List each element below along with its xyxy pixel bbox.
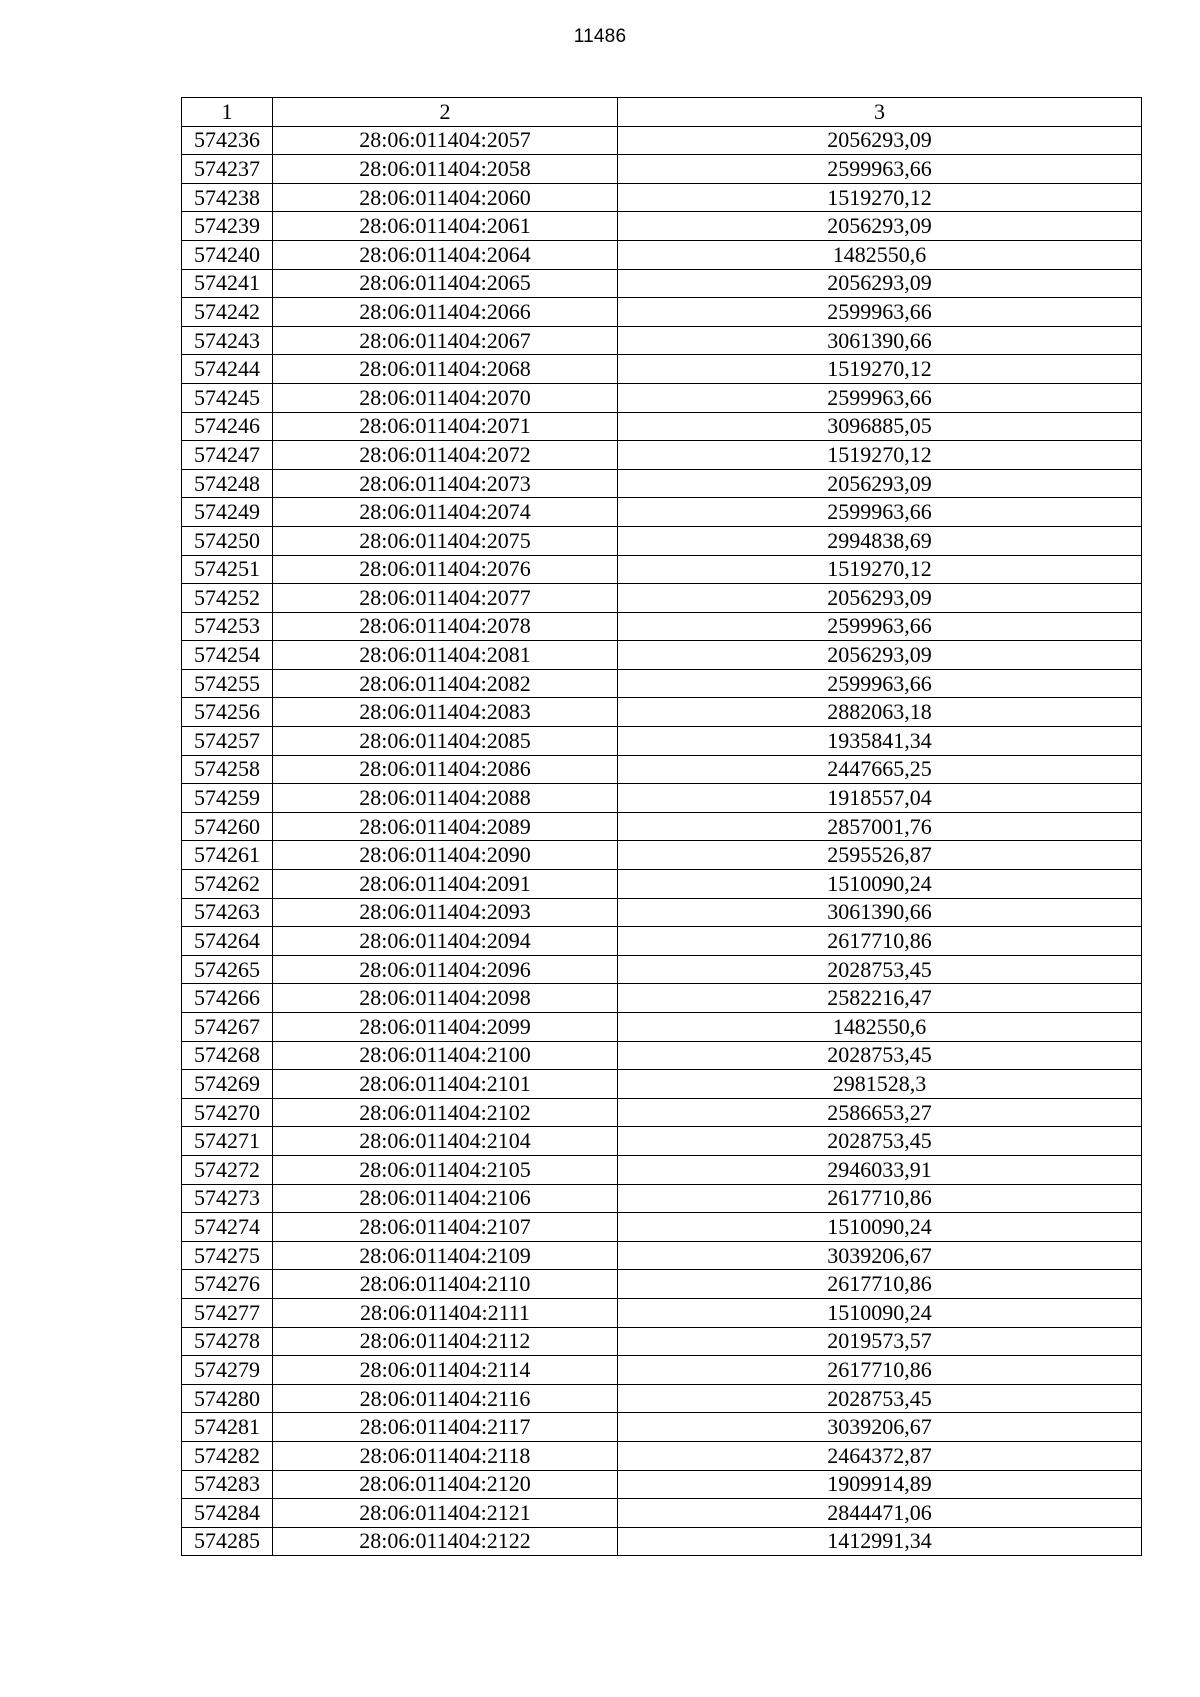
table-row <box>182 1441 1142 1470</box>
value-cell: 2981528,3 <box>618 1070 1142 1099</box>
table-row <box>182 555 1142 584</box>
table-row <box>182 469 1142 498</box>
table-row <box>182 298 1142 327</box>
cadastral-number-cell: 28:06:011404:2078 <box>273 612 618 641</box>
value-cell: 2582216,47 <box>618 984 1142 1013</box>
row-number-cell: 574237 <box>182 155 273 184</box>
table-row <box>182 1070 1142 1099</box>
cadastral-number-cell: 28:06:011404:2105 <box>273 1155 618 1184</box>
table-row <box>182 1155 1142 1184</box>
value-cell: 1412991,34 <box>618 1527 1142 1556</box>
row-number-cell: 574249 <box>182 498 273 527</box>
row-number-cell: 574242 <box>182 298 273 327</box>
cadastral-number-cell: 28:06:011404:2067 <box>273 326 618 355</box>
row-number-cell: 574285 <box>182 1527 273 1556</box>
row-number-cell: 574248 <box>182 469 273 498</box>
value-cell: 1510090,24 <box>618 1298 1142 1327</box>
value-cell: 1519270,12 <box>618 441 1142 470</box>
value-cell: 2617710,86 <box>618 1356 1142 1385</box>
table-row <box>182 1470 1142 1499</box>
table-row <box>182 240 1142 269</box>
value-cell: 3039206,67 <box>618 1413 1142 1442</box>
table-row <box>182 1356 1142 1385</box>
cadastral-number-cell: 28:06:011404:2120 <box>273 1470 618 1499</box>
value-cell: 2599963,66 <box>618 383 1142 412</box>
column-header-1: 1 <box>182 98 273 127</box>
value-cell: 2464372,87 <box>618 1441 1142 1470</box>
value-cell: 2056293,09 <box>618 641 1142 670</box>
column-header-2: 2 <box>273 98 618 127</box>
row-number-cell: 574258 <box>182 755 273 784</box>
cadastral-number-cell: 28:06:011404:2114 <box>273 1356 618 1385</box>
row-number-cell: 574259 <box>182 784 273 813</box>
cadastral-number-cell: 28:06:011404:2076 <box>273 555 618 584</box>
cadastral-number-cell: 28:06:011404:2109 <box>273 1241 618 1270</box>
table-row <box>182 383 1142 412</box>
row-number-cell: 574269 <box>182 1070 273 1099</box>
table-row <box>182 1327 1142 1356</box>
table-row <box>182 1384 1142 1413</box>
page-number: 11486 <box>573 26 627 47</box>
row-number-cell: 574271 <box>182 1127 273 1156</box>
row-number-cell: 574257 <box>182 727 273 756</box>
row-number-cell: 574264 <box>182 927 273 956</box>
value-cell: 2599963,66 <box>618 669 1142 698</box>
table-row <box>182 812 1142 841</box>
value-cell: 1519270,12 <box>618 183 1142 212</box>
table-row <box>182 1298 1142 1327</box>
table-header-row <box>182 98 1142 127</box>
value-cell: 2056293,09 <box>618 126 1142 155</box>
cadastral-number-cell: 28:06:011404:2100 <box>273 1041 618 1070</box>
table-row <box>182 727 1142 756</box>
value-cell: 2056293,09 <box>618 269 1142 298</box>
column-header-3: 3 <box>618 98 1142 127</box>
row-number-cell: 574238 <box>182 183 273 212</box>
cadastral-number-cell: 28:06:011404:2107 <box>273 1213 618 1242</box>
value-cell: 1918557,04 <box>618 784 1142 813</box>
table-row <box>182 612 1142 641</box>
cadastral-number-cell: 28:06:011404:2083 <box>273 698 618 727</box>
row-number-cell: 574266 <box>182 984 273 1013</box>
data-table <box>181 97 1142 1556</box>
value-cell: 2617710,86 <box>618 927 1142 956</box>
value-cell: 1482550,6 <box>618 1013 1142 1042</box>
row-number-cell: 574265 <box>182 955 273 984</box>
cadastral-number-cell: 28:06:011404:2072 <box>273 441 618 470</box>
cadastral-number-cell: 28:06:011404:2081 <box>273 641 618 670</box>
value-cell: 1510090,24 <box>618 870 1142 899</box>
row-number-cell: 574274 <box>182 1213 273 1242</box>
row-number-cell: 574283 <box>182 1470 273 1499</box>
table-row <box>182 1527 1142 1556</box>
value-cell: 2028753,45 <box>618 1384 1142 1413</box>
value-cell: 1482550,6 <box>618 240 1142 269</box>
table-row <box>182 126 1142 155</box>
cadastral-number-cell: 28:06:011404:2093 <box>273 898 618 927</box>
row-number-cell: 574251 <box>182 555 273 584</box>
value-cell: 1510090,24 <box>618 1213 1142 1242</box>
table-row <box>182 1241 1142 1270</box>
cadastral-number-cell: 28:06:011404:2058 <box>273 155 618 184</box>
row-number-cell: 574262 <box>182 870 273 899</box>
table-body <box>182 126 1142 1556</box>
table-row <box>182 1041 1142 1070</box>
value-cell: 2586653,27 <box>618 1098 1142 1127</box>
table-row <box>182 669 1142 698</box>
table-row <box>182 441 1142 470</box>
row-number-cell: 574245 <box>182 383 273 412</box>
value-cell: 2946033,91 <box>618 1155 1142 1184</box>
value-cell: 2617710,86 <box>618 1184 1142 1213</box>
row-number-cell: 574281 <box>182 1413 273 1442</box>
cadastral-number-cell: 28:06:011404:2111 <box>273 1298 618 1327</box>
row-number-cell: 574241 <box>182 269 273 298</box>
cadastral-number-cell: 28:06:011404:2104 <box>273 1127 618 1156</box>
value-cell: 3039206,67 <box>618 1241 1142 1270</box>
row-number-cell: 574273 <box>182 1184 273 1213</box>
table-row <box>182 526 1142 555</box>
row-number-cell: 574252 <box>182 584 273 613</box>
row-number-cell: 574236 <box>182 126 273 155</box>
value-cell: 2056293,09 <box>618 469 1142 498</box>
value-cell: 2617710,86 <box>618 1270 1142 1299</box>
value-cell: 3061390,66 <box>618 326 1142 355</box>
cadastral-number-cell: 28:06:011404:2065 <box>273 269 618 298</box>
row-number-cell: 574260 <box>182 812 273 841</box>
cadastral-number-cell: 28:06:011404:2094 <box>273 927 618 956</box>
value-cell: 1519270,12 <box>618 355 1142 384</box>
table-row <box>182 1098 1142 1127</box>
value-cell: 2599963,66 <box>618 298 1142 327</box>
table-row <box>182 1013 1142 1042</box>
value-cell: 1909914,89 <box>618 1470 1142 1499</box>
table-row <box>182 183 1142 212</box>
table-row <box>182 498 1142 527</box>
row-number-cell: 574267 <box>182 1013 273 1042</box>
cadastral-number-cell: 28:06:011404:2061 <box>273 212 618 241</box>
cadastral-number-cell: 28:06:011404:2075 <box>273 526 618 555</box>
row-number-cell: 574279 <box>182 1356 273 1385</box>
table-row <box>182 1270 1142 1299</box>
value-cell: 2019573,57 <box>618 1327 1142 1356</box>
row-number-cell: 574250 <box>182 526 273 555</box>
row-number-cell: 574268 <box>182 1041 273 1070</box>
value-cell: 2056293,09 <box>618 584 1142 613</box>
cadastral-number-cell: 28:06:011404:2066 <box>273 298 618 327</box>
cadastral-number-cell: 28:06:011404:2106 <box>273 1184 618 1213</box>
row-number-cell: 574243 <box>182 326 273 355</box>
row-number-cell: 574277 <box>182 1298 273 1327</box>
value-cell: 2056293,09 <box>618 212 1142 241</box>
row-number-cell: 574254 <box>182 641 273 670</box>
cadastral-number-cell: 28:06:011404:2101 <box>273 1070 618 1099</box>
value-cell: 2028753,45 <box>618 955 1142 984</box>
table-row <box>182 326 1142 355</box>
table-row <box>182 1184 1142 1213</box>
table-row <box>182 269 1142 298</box>
row-number-cell: 574270 <box>182 1098 273 1127</box>
value-cell: 2994838,69 <box>618 526 1142 555</box>
cadastral-number-cell: 28:06:011404:2122 <box>273 1527 618 1556</box>
cadastral-number-cell: 28:06:011404:2071 <box>273 412 618 441</box>
table-row <box>182 212 1142 241</box>
table-row <box>182 1499 1142 1528</box>
value-cell: 2595526,87 <box>618 841 1142 870</box>
table-row <box>182 412 1142 441</box>
value-cell: 1519270,12 <box>618 555 1142 584</box>
cadastral-number-cell: 28:06:011404:2099 <box>273 1013 618 1042</box>
table-row <box>182 784 1142 813</box>
cadastral-number-cell: 28:06:011404:2088 <box>273 784 618 813</box>
value-cell: 3096885,05 <box>618 412 1142 441</box>
table-row <box>182 584 1142 613</box>
table-row <box>182 898 1142 927</box>
cadastral-number-cell: 28:06:011404:2089 <box>273 812 618 841</box>
value-cell: 2599963,66 <box>618 498 1142 527</box>
row-number-cell: 574256 <box>182 698 273 727</box>
value-cell: 2599963,66 <box>618 155 1142 184</box>
row-number-cell: 574253 <box>182 612 273 641</box>
row-number-cell: 574263 <box>182 898 273 927</box>
row-number-cell: 574275 <box>182 1241 273 1270</box>
row-number-cell: 574240 <box>182 240 273 269</box>
cadastral-number-cell: 28:06:011404:2082 <box>273 669 618 698</box>
row-number-cell: 574272 <box>182 1155 273 1184</box>
cadastral-number-cell: 28:06:011404:2060 <box>273 183 618 212</box>
cadastral-number-cell: 28:06:011404:2086 <box>273 755 618 784</box>
cadastral-number-cell: 28:06:011404:2057 <box>273 126 618 155</box>
table-row <box>182 1127 1142 1156</box>
table-row <box>182 1213 1142 1242</box>
cadastral-number-cell: 28:06:011404:2116 <box>273 1384 618 1413</box>
table-row <box>182 841 1142 870</box>
table-row <box>182 955 1142 984</box>
cadastral-number-cell: 28:06:011404:2096 <box>273 955 618 984</box>
cadastral-number-cell: 28:06:011404:2118 <box>273 1441 618 1470</box>
cadastral-number-cell: 28:06:011404:2090 <box>273 841 618 870</box>
table-row <box>182 155 1142 184</box>
value-cell: 2882063,18 <box>618 698 1142 727</box>
row-number-cell: 574278 <box>182 1327 273 1356</box>
row-number-cell: 574255 <box>182 669 273 698</box>
row-number-cell: 574280 <box>182 1384 273 1413</box>
row-number-cell: 574244 <box>182 355 273 384</box>
cadastral-number-cell: 28:06:011404:2112 <box>273 1327 618 1356</box>
value-cell: 2599963,66 <box>618 612 1142 641</box>
row-number-cell: 574284 <box>182 1499 273 1528</box>
cadastral-number-cell: 28:06:011404:2077 <box>273 584 618 613</box>
row-number-cell: 574276 <box>182 1270 273 1299</box>
value-cell: 1935841,34 <box>618 727 1142 756</box>
table-row <box>182 927 1142 956</box>
table-row <box>182 1413 1142 1442</box>
value-cell: 2028753,45 <box>618 1041 1142 1070</box>
cadastral-number-cell: 28:06:011404:2102 <box>273 1098 618 1127</box>
table-row <box>182 870 1142 899</box>
cadastral-number-cell: 28:06:011404:2064 <box>273 240 618 269</box>
table-row <box>182 755 1142 784</box>
cadastral-number-cell: 28:06:011404:2110 <box>273 1270 618 1299</box>
cadastral-number-cell: 28:06:011404:2121 <box>273 1499 618 1528</box>
table-row <box>182 984 1142 1013</box>
table-row <box>182 698 1142 727</box>
cadastral-number-cell: 28:06:011404:2068 <box>273 355 618 384</box>
row-number-cell: 574261 <box>182 841 273 870</box>
row-number-cell: 574247 <box>182 441 273 470</box>
row-number-cell: 574239 <box>182 212 273 241</box>
value-cell: 2447665,25 <box>618 755 1142 784</box>
cadastral-number-cell: 28:06:011404:2091 <box>273 870 618 899</box>
table-row <box>182 355 1142 384</box>
cadastral-number-cell: 28:06:011404:2074 <box>273 498 618 527</box>
cadastral-number-cell: 28:06:011404:2117 <box>273 1413 618 1442</box>
row-number-cell: 574282 <box>182 1441 273 1470</box>
value-cell: 2028753,45 <box>618 1127 1142 1156</box>
cadastral-number-cell: 28:06:011404:2098 <box>273 984 618 1013</box>
table-row <box>182 641 1142 670</box>
row-number-cell: 574246 <box>182 412 273 441</box>
cadastral-number-cell: 28:06:011404:2073 <box>273 469 618 498</box>
cadastral-number-cell: 28:06:011404:2070 <box>273 383 618 412</box>
value-cell: 3061390,66 <box>618 898 1142 927</box>
value-cell: 2844471,06 <box>618 1499 1142 1528</box>
value-cell: 2857001,76 <box>618 812 1142 841</box>
cadastral-number-cell: 28:06:011404:2085 <box>273 727 618 756</box>
